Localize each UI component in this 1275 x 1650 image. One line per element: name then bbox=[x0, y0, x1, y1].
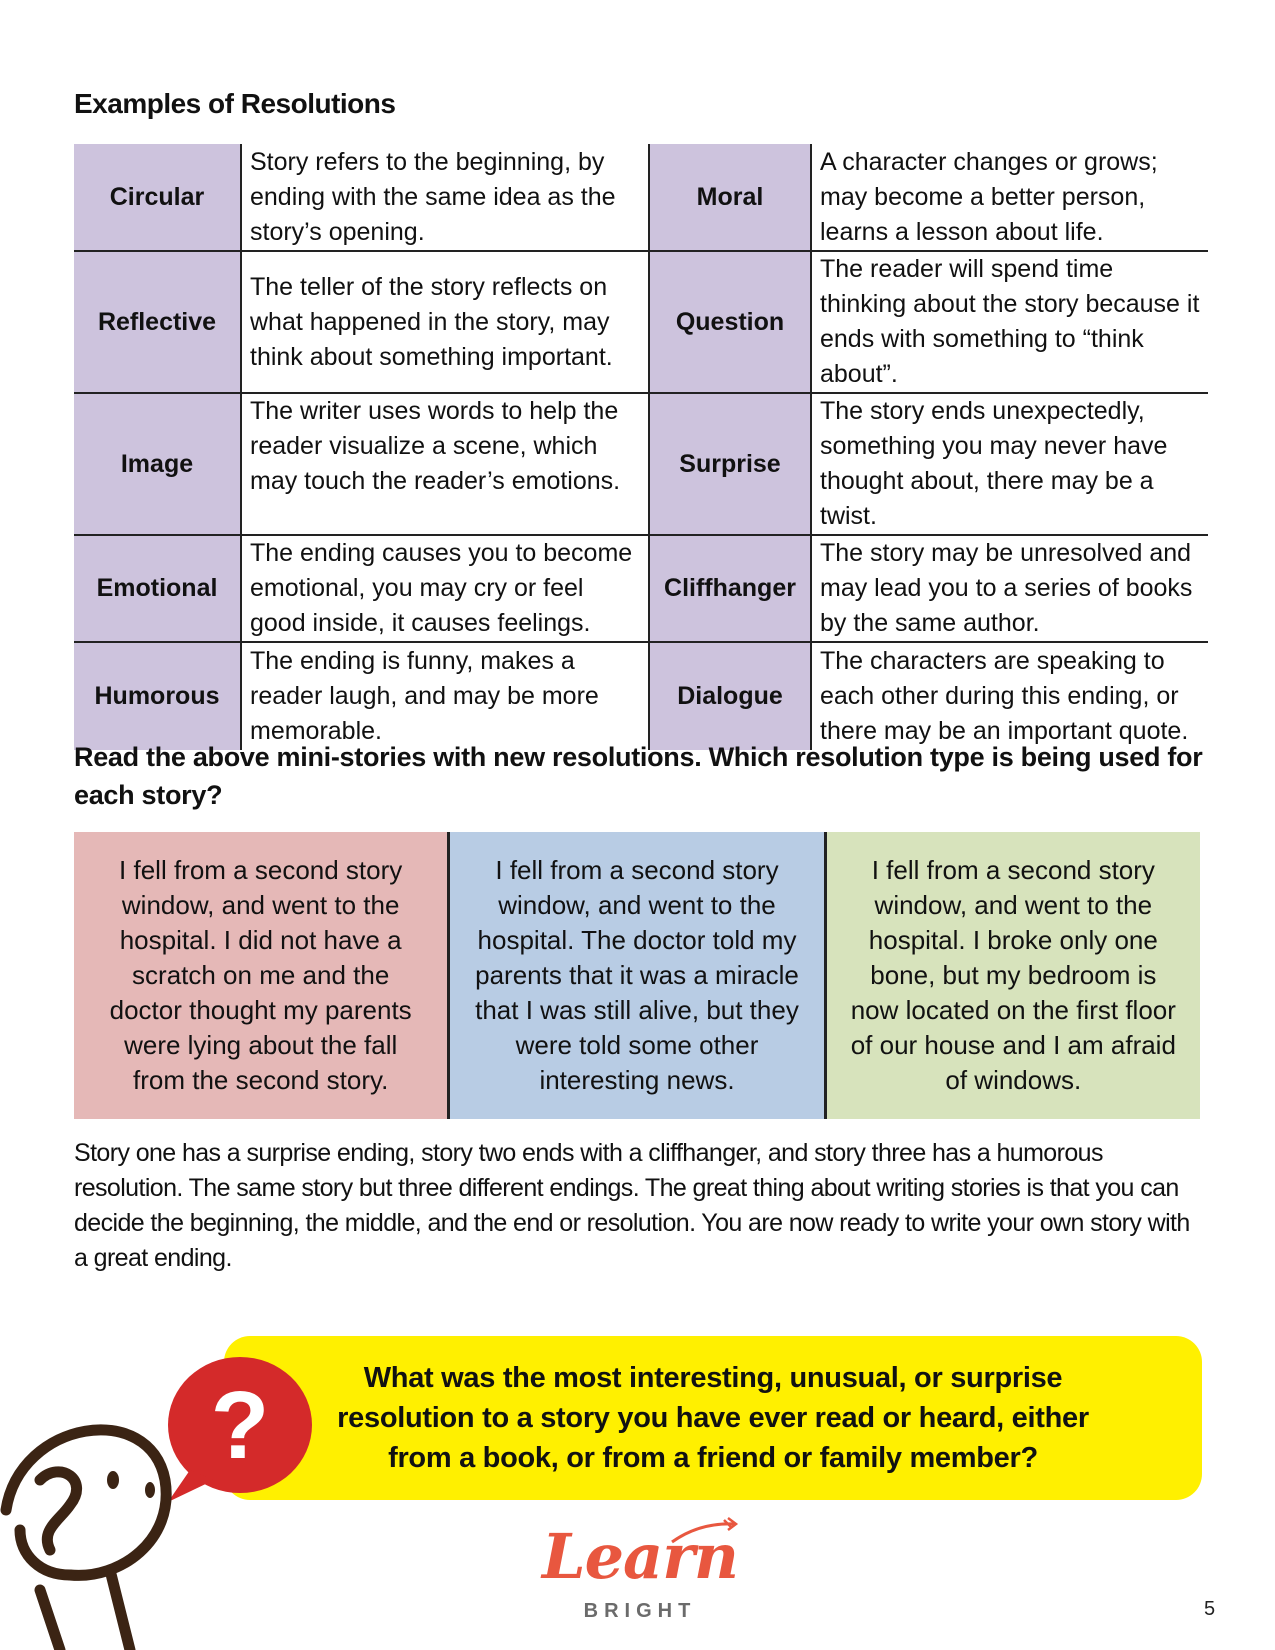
table-row bbox=[74, 393, 1208, 535]
term-cell: Surprise bbox=[649, 393, 811, 535]
page-number: 5 bbox=[1204, 1598, 1216, 1620]
question-bubble-icon bbox=[168, 1357, 312, 1502]
term-cell: Cliffhanger bbox=[649, 535, 811, 642]
description-cell: The story may be unresolved and may lead you to a series of books by the same author. bbox=[811, 535, 1208, 642]
resolutions-table bbox=[74, 144, 1208, 750]
description-cell: The reader will spend time thinking about the story because it ends with something to “think about”. bbox=[811, 251, 1208, 393]
person-outline bbox=[6, 1430, 166, 1650]
term-cell: Moral bbox=[649, 144, 811, 251]
logo-subtitle: BRIGHT bbox=[583, 1600, 697, 1622]
story-two-box bbox=[447, 832, 823, 1119]
term-cell: Reflective bbox=[74, 251, 241, 393]
thinking-person-icon bbox=[0, 1330, 330, 1650]
description-cell: The teller of the story reflects on what happened in the story, may think about something important. bbox=[241, 251, 649, 393]
question-mark: ? bbox=[210, 1372, 270, 1479]
story-three-box bbox=[824, 832, 1200, 1119]
table-row bbox=[74, 144, 1208, 251]
story-boxes bbox=[74, 832, 1200, 1119]
story-three-text: I fell from a second story window, and went to the hospital. I broke only one bone, but my bedroom is now located on the first floor of our house and I am afraid of windows. bbox=[850, 855, 1176, 1095]
story-one-box bbox=[74, 832, 447, 1119]
table-row bbox=[74, 535, 1208, 642]
description-cell: The ending causes you to become emotional, you may cry or feel good inside, it causes feelings. bbox=[241, 535, 649, 642]
description-cell: A character changes or grows; may become a better person, learns a lesson about life. bbox=[811, 144, 1208, 251]
term-cell: Dialogue bbox=[649, 642, 811, 750]
term-cell: Image bbox=[74, 393, 241, 535]
story-one-text: I fell from a second story window, and went to the hospital. I did not have a scratch on me and the doctor thought my parents were lying about the fall from the second story. bbox=[109, 855, 412, 1095]
logo-word: Learn bbox=[542, 1520, 738, 1593]
learn-bright-logo bbox=[530, 1520, 750, 1630]
term-cell: Circular bbox=[74, 144, 241, 251]
description-cell: The writer uses words to help the reader visualize a scene, which may touch the reader’s emotions. bbox=[241, 393, 649, 535]
story-two-text: I fell from a second story window, and went to the hospital. The doctor told my parents that it was a miracle that I was still alive, but they were told some other interesting news. bbox=[475, 855, 799, 1095]
section-title: Examples of Resolutions bbox=[74, 88, 396, 119]
description-cell: Story refers to the beginning, by ending with the same idea as the story’s opening. bbox=[241, 144, 649, 251]
term-cell: Question bbox=[649, 251, 811, 393]
table-row bbox=[74, 251, 1208, 393]
description-cell: The story ends unexpectedly, something you may never have thought about, there may be a twist. bbox=[811, 393, 1208, 535]
discussion-question: What was the most interesting, unusual, or surprise resolution to a story you have ever read or heard, either from a book, or from a friend or family member? bbox=[337, 1362, 1089, 1474]
term-cell: Humorous bbox=[74, 642, 241, 750]
description-cell: The ending is funny, makes a reader laugh, and may be more memorable. bbox=[241, 642, 649, 750]
table-row bbox=[74, 642, 1208, 750]
logo-swoosh-icon bbox=[670, 1516, 740, 1546]
summary-paragraph: Story one has a surprise ending, story two ends with a cliffhanger, and story three has a humorous resolution. The same story but three different endings. The great thing about writing stories is that you can decide the beginning, the middle, and the end or resolution. You are now ready to write your own story with a great ending. bbox=[74, 1139, 1190, 1272]
term-cell: Emotional bbox=[74, 535, 241, 642]
description-cell: The characters are speaking to each other during this ending, or there may be an important quote. bbox=[811, 642, 1208, 750]
discussion-callout bbox=[224, 1336, 1202, 1500]
prompt-heading: Read the above mini-stories with new resolutions. Which resolution type is being used for each story? bbox=[74, 742, 1203, 810]
